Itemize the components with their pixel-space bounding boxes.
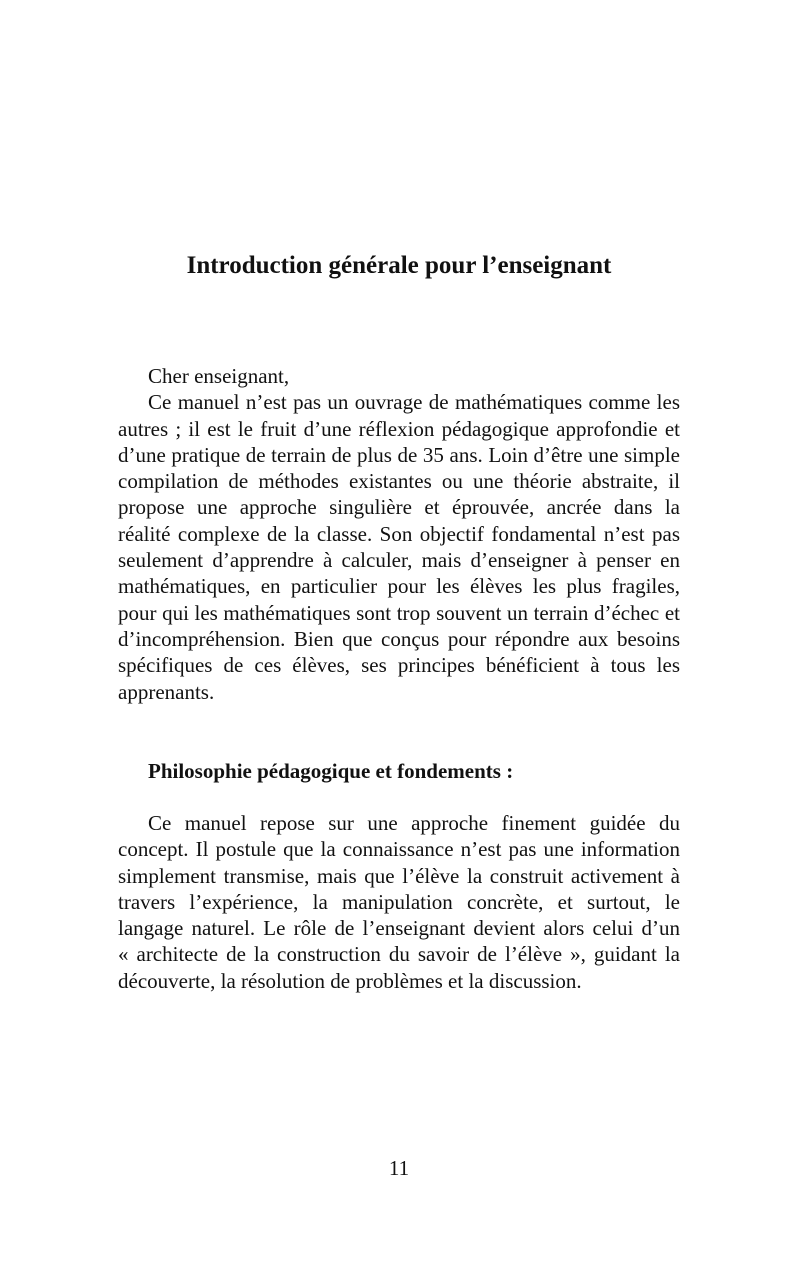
paragraph-philosophy: Ce manuel repose sur une approche finement guidée du concept. Il postule que la connaissance n’est pas une information simplement transmise, mais que l’élève la construit activement à travers l’expérience, la manipulation concrète, et surtout, le langage naturel. Le rôle de l’enseignant devient alors celui d’un « architecte de la construction du savoir de l’élève », guidant la découverte, la résolution de problèmes et la discussion. <box>118 811 680 993</box>
salutation: Cher enseignant, <box>148 364 290 388</box>
intro-text-block <box>118 363 680 705</box>
page-number: 11 <box>388 1156 410 1180</box>
section-heading: Philosophie pédagogique et fondements : <box>148 759 514 783</box>
paragraph-intro: Ce manuel n’est pas un ouvrage de mathématiques comme les autres ; il est le fruit d’une réflexion pédagogique approfondie et d’une pratique de terrain de plus de 35 ans. Loin d’être une simple compilation de méthodes existantes ou une théorie abstraite, il propose une approche singulière et éprouvée, ancrée dans la réalité complexe de la classe. Son objectif fondamental n’est pas seulement d’apprendre à calculer, mais d’enseigner à penser en mathématiques, en particulier pour les élèves les plus fragiles, pour qui les mathématiques sont trop souvent un terrain d’échec et d’incompréhension. Bien que conçus pour répondre aux besoins spécifiques de ces élèves, ses principes bénéficient à tous les apprenants. <box>118 390 680 704</box>
philosophy-text-block <box>118 810 680 994</box>
page-title: Introduction générale pour l’enseignant <box>186 252 612 279</box>
